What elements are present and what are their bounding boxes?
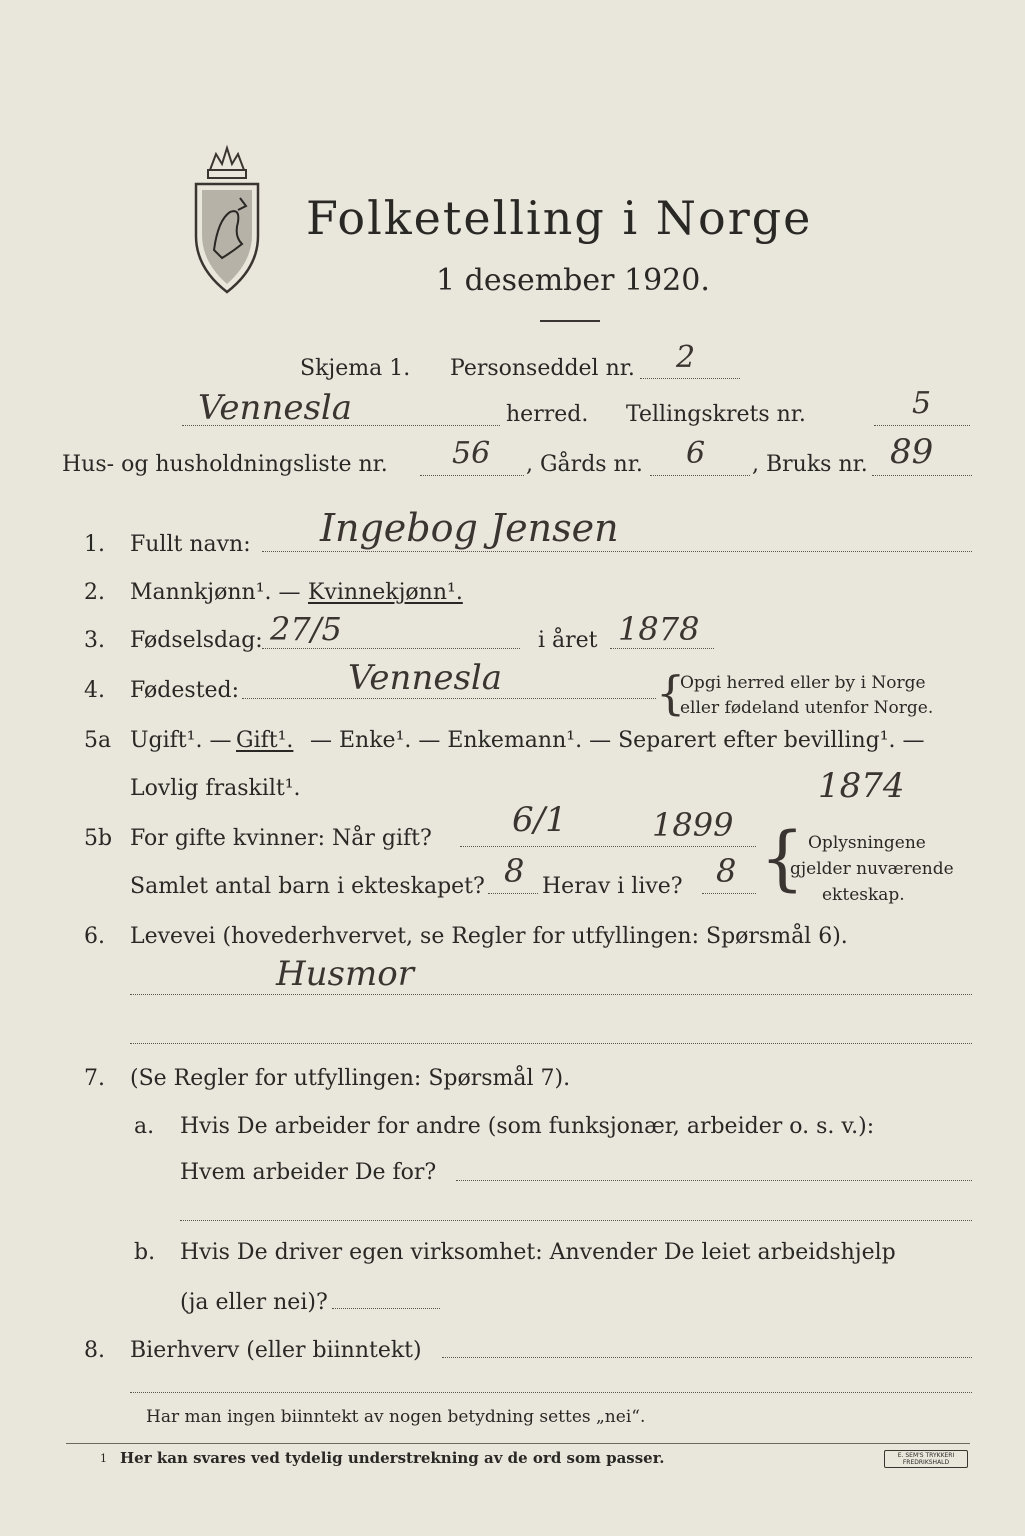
footnote-text: Her kan svares ved tydelig understrekning av de ord som passer.: [120, 1449, 665, 1467]
q7a-letter: a.: [134, 1114, 155, 1139]
q5b-note-1: Oplysningene: [808, 833, 926, 853]
q7b-letter: b.: [134, 1240, 156, 1265]
q4-note-1: Opgi herred eller by i Norge: [680, 673, 926, 693]
tellingskrets-label: Tellingskrets nr.: [626, 402, 806, 427]
q7-number: 7.: [84, 1066, 105, 1091]
q4-value[interactable]: Vennesla: [348, 658, 503, 698]
q5b-line: [460, 846, 756, 847]
q4-number: 4.: [84, 678, 105, 703]
q7b-question: (ja eller nei)?: [180, 1290, 328, 1315]
bottom-note: Har man ingen biinntekt av nogen betydning settes „nei“.: [146, 1407, 646, 1427]
tellingskrets-line: [874, 425, 970, 426]
q4-line: [242, 698, 656, 699]
coat-of-arms-icon: [182, 140, 272, 300]
q8-label: Bierhverv (eller biinntekt): [130, 1338, 422, 1363]
census-date: 1 desember 1920.: [436, 263, 710, 298]
q7b-text: Hvis De driver egen virksomhet: Anvender De leiet arbeidshjelp: [180, 1240, 896, 1265]
q2-number: 2.: [84, 580, 105, 605]
q6-label: Levevei (hovederhvervet, se Regler for utfyllingen: Spørsmål 6).: [130, 924, 848, 949]
q3-year-line: [610, 648, 714, 649]
q5a-fraskilt[interactable]: Lovlig fraskilt¹.: [130, 776, 301, 801]
q3-year-value[interactable]: 1878: [618, 610, 700, 648]
q1-number: 1.: [84, 532, 105, 557]
herred-label: herred.: [506, 402, 589, 427]
q5b-live-line: [702, 893, 756, 894]
q3-label: Fødselsdag:: [130, 628, 263, 653]
q8-line-2[interactable]: [130, 1392, 972, 1393]
q3-number: 3.: [84, 628, 105, 653]
personseddel-line: [640, 378, 740, 379]
bruks-line: [872, 475, 972, 476]
q3-year-label: i året: [538, 628, 598, 653]
gards-value[interactable]: 6: [686, 436, 706, 471]
q3-value[interactable]: 27/5: [270, 610, 342, 648]
q5a-ugift[interactable]: Ugift¹. —: [130, 728, 232, 753]
title-divider: [540, 320, 600, 322]
footnote-mark: 1: [100, 1452, 107, 1465]
q5b-margin-year: 1874: [818, 766, 905, 806]
q6-line-2: [130, 1043, 972, 1044]
q5b-note-2: gjelder nuværende: [790, 859, 954, 879]
hus-line: [420, 475, 524, 476]
q3-line: [262, 648, 520, 649]
q5b-barn-label: Samlet antal barn i ekteskapet?: [130, 874, 485, 899]
q5b-day[interactable]: 6/1: [512, 800, 567, 840]
personseddel-label: Personseddel nr.: [450, 356, 635, 381]
q5a-number: 5a: [84, 728, 112, 753]
tellingskrets-value[interactable]: 5: [912, 386, 932, 421]
q5a-gift[interactable]: Gift¹.: [236, 728, 294, 753]
q7a-text: Hvis De arbeider for andre (som funksjonær, arbeider o. s. v.):: [180, 1114, 875, 1139]
q2-kvinne[interactable]: Kvinnekjønn¹.: [308, 580, 463, 605]
q8-number: 8.: [84, 1338, 105, 1363]
printer-text: E. SEM'S TRYKKERI FREDRIKSHALD: [897, 1452, 955, 1466]
printer-stamp: [884, 1450, 968, 1468]
skjema-label: Skjema 1.: [300, 356, 411, 381]
form-title: Folketelling i Norge: [306, 191, 813, 245]
q5a-rest[interactable]: — Enke¹. — Enkemann¹. — Separert efter bevilling¹. —: [310, 728, 925, 753]
q7-label: (Se Regler for utfyllingen: Spørsmål 7).: [130, 1066, 571, 1091]
q1-value[interactable]: Ingebog Jensen: [320, 506, 619, 550]
q5b-note-3: ekteskap.: [822, 885, 905, 905]
q6-value[interactable]: Husmor: [276, 954, 414, 994]
hus-value[interactable]: 56: [452, 436, 491, 471]
hus-label: Hus- og husholdningsliste nr.: [62, 452, 388, 477]
q5b-year[interactable]: 1899: [652, 806, 734, 844]
q5b-number: 5b: [84, 826, 113, 851]
q5b-barn-value[interactable]: 8: [504, 852, 525, 890]
footnote-divider: [66, 1443, 970, 1444]
q5b-label: For gifte kvinner: Når gift?: [130, 826, 432, 851]
q5b-barn-line: [488, 893, 538, 894]
q4-label: Fødested:: [130, 678, 240, 703]
q6-number: 6.: [84, 924, 105, 949]
bruks-label: , Bruks nr.: [752, 452, 868, 477]
q5b-live-value[interactable]: 8: [716, 852, 737, 890]
gards-label: , Gårds nr.: [526, 452, 643, 477]
q6-line-1: [130, 994, 972, 995]
q7a-question: Hvem arbeider De for?: [180, 1160, 437, 1185]
q1-line: [262, 551, 972, 552]
q1-label: Fullt navn:: [130, 532, 251, 557]
q7b-line[interactable]: [332, 1308, 440, 1309]
q8-line-1[interactable]: [442, 1357, 972, 1358]
personseddel-value[interactable]: 2: [676, 340, 696, 375]
herred-value[interactable]: Vennesla: [198, 388, 353, 428]
q4-note-2: eller fødeland utenfor Norge.: [680, 698, 934, 718]
q2-mann: Mannkjønn¹. —: [130, 580, 301, 605]
bruks-value[interactable]: 89: [890, 432, 934, 472]
q7a-line-1[interactable]: [456, 1180, 972, 1181]
q5b-brace: {: [760, 817, 805, 899]
gards-line: [650, 475, 750, 476]
q7a-line-2[interactable]: [180, 1220, 972, 1221]
q5b-live-label: Herav i live?: [542, 874, 683, 899]
q4-brace: {: [656, 666, 686, 720]
